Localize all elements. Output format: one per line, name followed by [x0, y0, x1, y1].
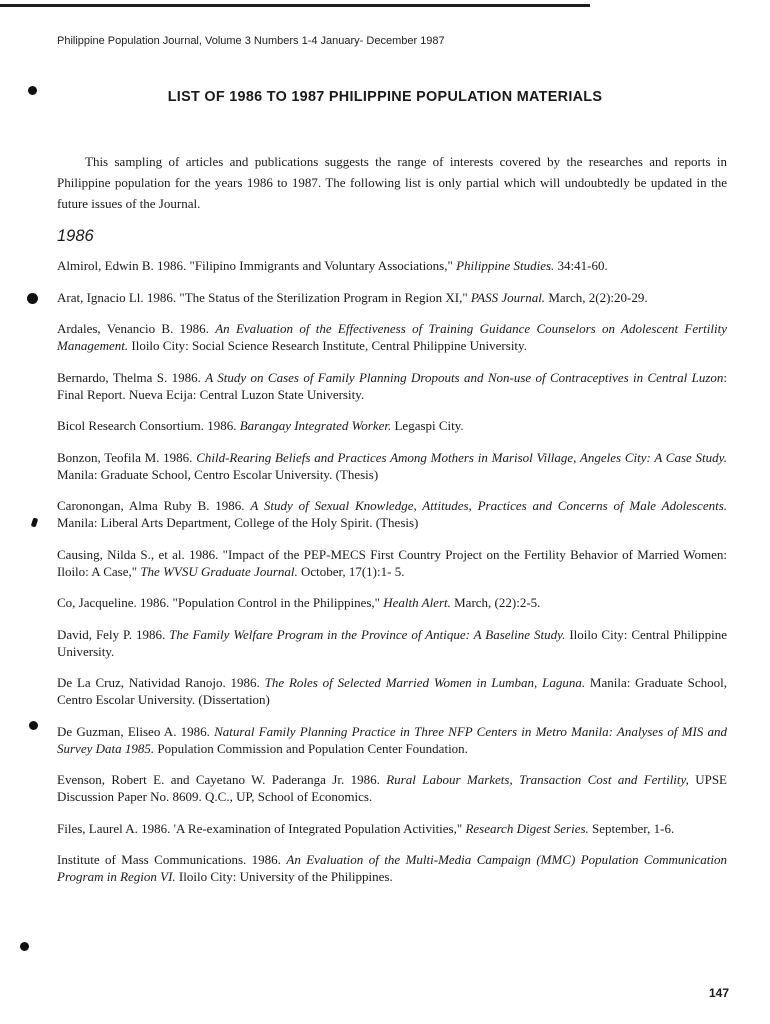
reference-work: A Study on Cases of Family Planning Dropouts and Non-use of Contraceptives in Central Luzon	[205, 369, 724, 385]
reference-author: Bernardo, Thelma S. 1986.	[57, 369, 206, 385]
reference-details: Iloilo City: Central Philippine University.	[57, 626, 727, 659]
reference-work: The Roles of Selected Married Women in Lumban, Laguna.	[264, 675, 586, 690]
reference-details: : Final Report. Nueva Ecija: Central Luzon State University.	[57, 369, 727, 402]
margin-mark-dot	[20, 942, 29, 951]
reference-work: Health Alert.	[383, 595, 451, 610]
reference-author: De Guzman, Eliseo A. 1986.	[57, 723, 215, 739]
reference-entry	[57, 257, 727, 274]
reference-work: A Study of Sexual Knowledge, Attitudes, Practices and Concerns of Male Adolescents.	[250, 498, 728, 513]
reference-details: Manila: Graduate School, Centro Escolar University. (Thesis)	[57, 466, 379, 482]
reference-list	[57, 257, 727, 900]
reference-entry	[57, 626, 727, 660]
reference-author: Files, Laurel A. 1986.	[57, 820, 174, 836]
reference-details: Population Commission and Population Center Foundation.	[154, 740, 468, 756]
reference-entry	[57, 449, 727, 483]
reference-title: 'A Re-examination of Integrated Population Activities,"	[173, 820, 466, 836]
reference-title: "Population Control in the Philippines,"	[172, 595, 384, 610]
reference-entry	[57, 723, 727, 757]
reference-work: Research Digest Series.	[465, 820, 589, 836]
reference-details: Manila: Liberal Arts Department, College of the Holy Spirit. (Thesis)	[57, 515, 419, 530]
reference-details: UPSE Discussion Paper No. 8609. Q.C., UP, School of Economics.	[57, 772, 727, 804]
reference-work: The WVSU Graduate Journal.	[140, 563, 298, 579]
reference-author: Causing, Nilda S., et al. 1986.	[57, 546, 223, 562]
reference-details: Iloilo City: Social Science Research Institute, Central Philippine University.	[128, 338, 527, 353]
reference-author: David, Fely P. 1986.	[57, 626, 170, 642]
reference-author: Ardales, Venancio B. 1986.	[57, 321, 216, 336]
reference-author: Co, Jacqueline. 1986.	[57, 595, 173, 610]
reference-details: 34:41-60.	[554, 258, 608, 273]
page-number: 147	[708, 986, 729, 1000]
margin-mark-dot	[27, 293, 38, 304]
margin-mark-dot	[31, 517, 39, 527]
reference-details: October, 17(1):1- 5.	[297, 563, 405, 579]
reference-details: March, 2(2):20-29.	[545, 289, 648, 305]
reference-work: An Evaluation of the Multi-Media Campaign (MMC) Population Communication Program in Region VI.	[57, 852, 727, 884]
top-rule	[0, 4, 590, 7]
reference-entry	[57, 820, 727, 837]
reference-details: March, (22):2-5.	[450, 595, 541, 610]
reference-title: "Filipino Immigrants and Voluntary Associations,"	[189, 258, 457, 273]
reference-entry	[57, 771, 727, 805]
reference-work: Child-Rearing Beliefs and Practices Among Mothers in Marisol Village, Angeles City: A Case Study.	[196, 449, 727, 465]
reference-author: Evenson, Robert E. and Cayetano W. Paderanga Jr. 1986.	[57, 772, 387, 787]
margin-mark-dot	[28, 86, 37, 95]
reference-entry	[57, 497, 727, 531]
reference-author: Arat, Ignacio Ll. 1986.	[57, 289, 180, 305]
reference-work: The Family Welfare Program in the Province of Antique: A Baseline Study.	[169, 626, 566, 642]
intro-paragraph: This sampling of articles and publications suggests the range of interests covered by the researches and reports in Philippine population for the years 1986 to 1987. The following list is only partial which will undoubtedly be updated in the future issues of the Journal.	[57, 154, 727, 211]
reference-entry	[57, 369, 727, 403]
reference-work: Rural Labour Markets, Transaction Cost and Fertility,	[386, 772, 689, 787]
reference-work: An Evaluation of the Effectiveness of Training Guidance Counselors on Adolescent Fertility Management.	[57, 321, 728, 353]
reference-entry	[57, 546, 727, 580]
reference-author: Almirol, Edwin B. 1986.	[57, 258, 190, 273]
reference-details: Legaspi City.	[391, 418, 464, 433]
reference-details: Manila: Graduate School, Centro Escolar University. (Dissertation)	[57, 675, 727, 707]
journal-header: Philippine Population Journal, Volume 3 Numbers 1-4 January- December 1987	[57, 35, 445, 47]
reference-entry	[57, 417, 727, 434]
reference-author: Bonzon, Teofila M. 1986.	[57, 449, 197, 465]
reference-details: Iloilo City: University of the Philippines.	[175, 869, 393, 884]
reference-author: Bicol Research Consortium. 1986.	[57, 418, 240, 433]
reference-author: Institute of Mass Communications. 1986.	[57, 852, 287, 867]
reference-entry	[57, 320, 727, 354]
reference-work: Natural Family Planning Practice in Three NFP Centers in Metro Manila: Analyses of MIS and Survey Data 1985.	[57, 723, 727, 756]
reference-work: Philippine Studies.	[456, 258, 555, 273]
reference-entry	[57, 851, 727, 885]
reference-work: PASS Journal.	[470, 289, 546, 305]
reference-title: "Impact of the PEP-MECS First Country Project on the Fertility Behavior of Married Women: Iloilo: A Case,"	[57, 546, 727, 579]
reference-details: September, 1-6.	[588, 820, 675, 836]
reference-entry	[57, 289, 727, 306]
reference-author: De La Cruz, Natividad Ranojo. 1986.	[57, 675, 265, 690]
margin-mark-dot	[29, 721, 38, 730]
section-year-heading: 1986	[57, 227, 94, 245]
reference-title: "The Status of the Sterilization Program in Region XI,"	[179, 289, 471, 305]
reference-entry	[57, 594, 727, 611]
reference-work: Barangay Integrated Worker.	[239, 418, 392, 433]
reference-author: Caronongan, Alma Ruby B. 1986.	[57, 498, 251, 513]
reference-entry	[57, 674, 727, 708]
page-title: LIST OF 1986 TO 1987 PHILIPPINE POPULATION MATERIALS	[167, 89, 603, 105]
